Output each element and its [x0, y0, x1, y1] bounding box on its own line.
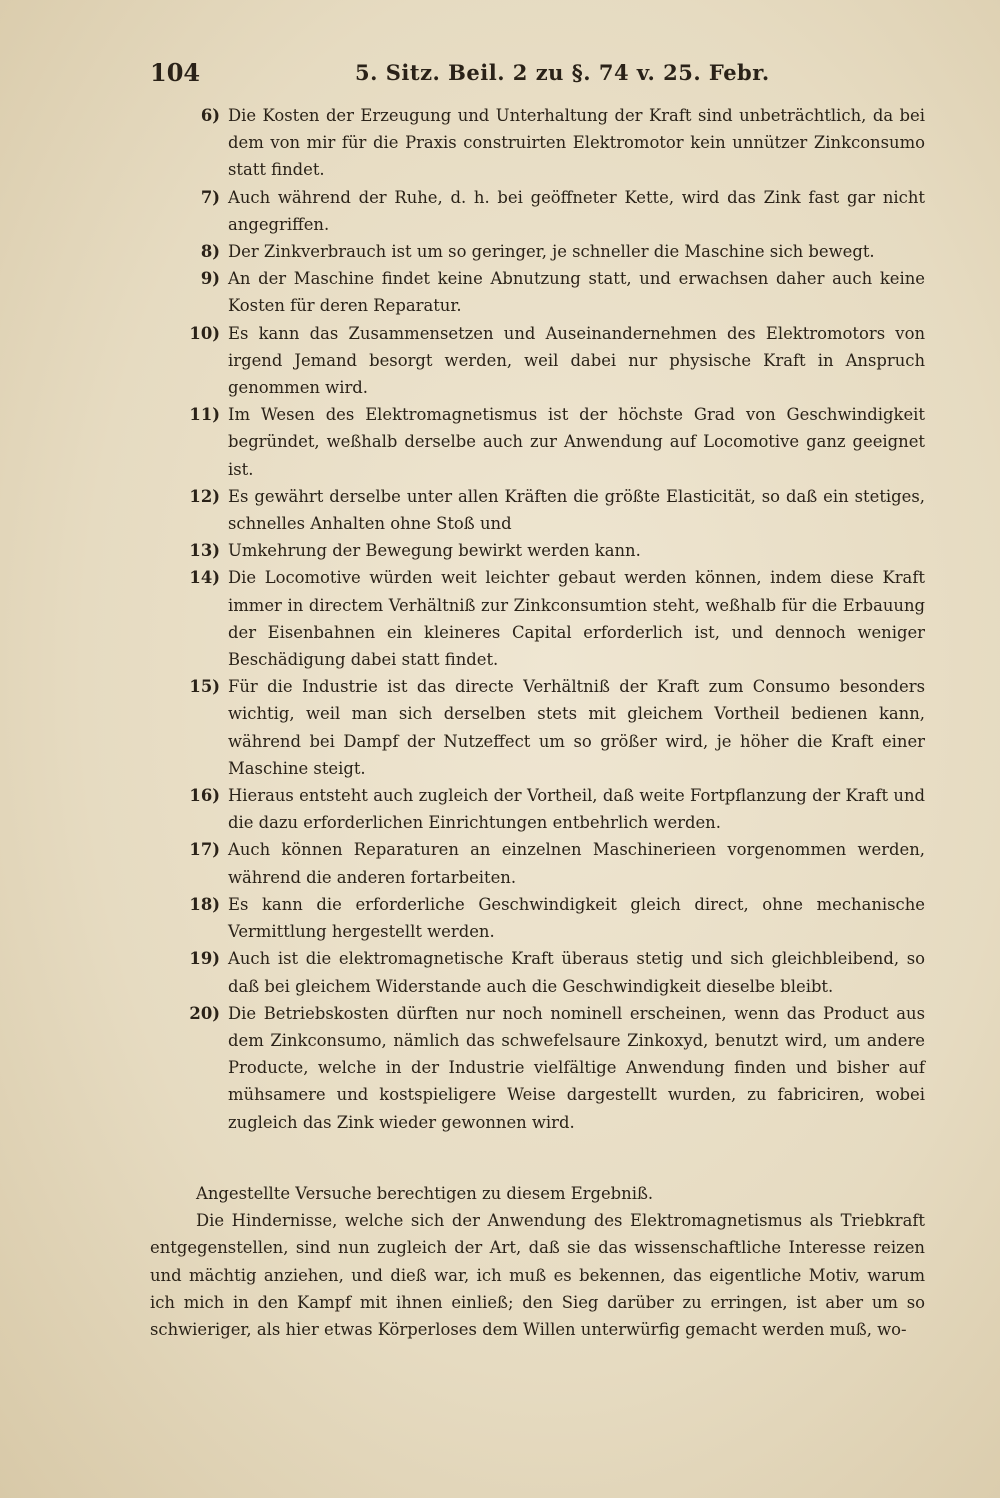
list-item — [150, 320, 925, 402]
list-item — [150, 102, 925, 184]
item-number: 7) — [200, 187, 220, 207]
item-text: Auch können Reparaturen an einzelnen Maschinerieen vorgenommen werden, während die anderen fortarbeiten. — [228, 840, 925, 887]
item-number: 6) — [200, 106, 220, 125]
list-item — [150, 782, 925, 836]
page-number: 104 — [150, 58, 201, 87]
item-number: 9) — [200, 269, 220, 289]
item-text: Die Kosten der Erzeugung und Unterhaltung der Kraft sind unbeträchtlich, da bei dem von mir für die Praxis construirten Elektromotor kein unnützer Zinkconsumo statt findet. — [228, 106, 925, 180]
item-number: 11) — [189, 405, 220, 425]
item-text: Für die Industrie ist das directe Verhältniß der Kraft zum Consumo besonders wichtig, weil man sich derselben stets mit gleichem Vortheil bedienen kann, während bei Dampf der Nutzeffect um so größer wird, je höher die Kraft einer Maschine steigt. — [228, 677, 925, 778]
item-text: Es kann das Zusammensetzen und Auseinandernehmen des Elektromotors von irgend Jemand besorgt werden, weil dabei nur physische Kraft in Anspruch genommen wird. — [228, 323, 925, 398]
list-item — [150, 836, 925, 890]
item-text: Die Betriebskosten dürften nur noch nominell erscheinen, wenn das Product aus dem Zinkconsumo, nämlich das schwefelsaure Zinkoxyd, benutzt wird, um andere Producte, welche in der Industrie vielfältige Anwendung finden und bisher auf mühsamere und kostspieligere Weise dargestellt wurden, zu fabriciren, wobei zugleich das Zink wieder gewonnen wird. — [228, 1003, 925, 1132]
list-item — [150, 1000, 925, 1136]
item-text: Umkehrung der Bewegung bewirkt werden kann. — [228, 541, 641, 561]
closing-lead: Angestellte Versuche berechtigen zu diesem Ergebniß. — [196, 1184, 654, 1203]
list-item — [150, 891, 925, 945]
list-item — [150, 945, 925, 999]
list-item — [150, 265, 925, 319]
item-text: Auch ist die elektromagnetische Kraft überaus stetig und sich gleichbleibend, so daß bei gleichem Widerstande auch die Geschwindigkeit dieselbe bleibt. — [228, 949, 925, 996]
list-item — [150, 564, 925, 673]
item-number: 18) — [189, 894, 220, 914]
item-number: 19) — [189, 949, 220, 969]
item-number: 14) — [189, 568, 220, 588]
item-text: Es kann die erforderliche Geschwindigkeit gleich direct, ohne mechanische Vermittlung hergestellt werden. — [228, 894, 925, 942]
list-item — [150, 537, 925, 564]
item-text: An der Maschine findet keine Abnutzung statt, und erwachsen daher auch keine Kosten für deren Reparatur. — [228, 269, 925, 316]
list-item — [150, 483, 925, 537]
item-number: 8) — [200, 242, 220, 262]
closing-text — [150, 1180, 925, 1343]
item-number: 17) — [189, 840, 220, 860]
list-item — [150, 184, 925, 238]
list-item — [150, 673, 925, 782]
item-text: Auch während der Ruhe, d. h. bei geöffneter Kette, wird das Zink fast gar nicht angegriffen. — [228, 187, 925, 234]
item-number: 20) — [189, 1003, 220, 1023]
numbered-list — [150, 102, 925, 1136]
item-text: Die Locomotive würden weit leichter gebaut werden können, indem diese Kraft immer in directem Verhältniß zur Zinkconsumtion steht, weßhalb für die Erbauung der Eisenbahnen ein kleineres Capital erforderlich ist, und dennoch weniger Beschädigung dabei statt findet. — [228, 568, 925, 670]
item-text: Es gewährt derselbe unter allen Kräften die größte Elasticität, so daß ein stetiges, schnelles Anhalten ohne Stoß und — [228, 486, 925, 534]
item-text: Der Zinkverbrauch ist um so geringer, je schneller die Maschine sich bewegt. — [228, 242, 875, 262]
item-number: 16) — [189, 786, 220, 806]
page-header — [150, 58, 920, 90]
list-item — [150, 238, 925, 265]
item-number: 13) — [189, 541, 220, 561]
item-text: Im Wesen des Elektromagnetismus ist der höchste Grad von Geschwindigkeit begründet, weßhalb derselbe auch zur Anwendung auf Locomotive ganz geeignet ist. — [228, 405, 925, 479]
closing-paragraph: Die Hindernisse, welche sich der Anwendung des Elektromagnetismus als Triebkraft entgegenstellen, sind nun zugleich der Art, daß sie das wissenschaftliche Interesse reizen und mächtig anziehen, und dieß war, ich muß es bekennen, das eigentliche Motiv, warum ich mich in den Kampf mit ihnen einließ; den Sieg darüber zu erringen, ist aber um so schwieriger, als hier etwas Körperloses dem Willen unterwürfig gemacht werden muß, wo- — [150, 1211, 925, 1340]
item-number: 15) — [189, 677, 220, 697]
item-number: 10) — [189, 323, 220, 343]
list-item — [150, 401, 925, 483]
running-head: 5. Sitz. Beil. 2 zu §. 74 v. 25. Febr. — [355, 60, 770, 85]
item-number: 12) — [189, 486, 220, 506]
item-text: Hieraus entsteht auch zugleich der Vortheil, daß weite Fortpflanzung der Kraft und die dazu erforderlichen Einrichtungen entbehrlich werden. — [228, 786, 925, 833]
